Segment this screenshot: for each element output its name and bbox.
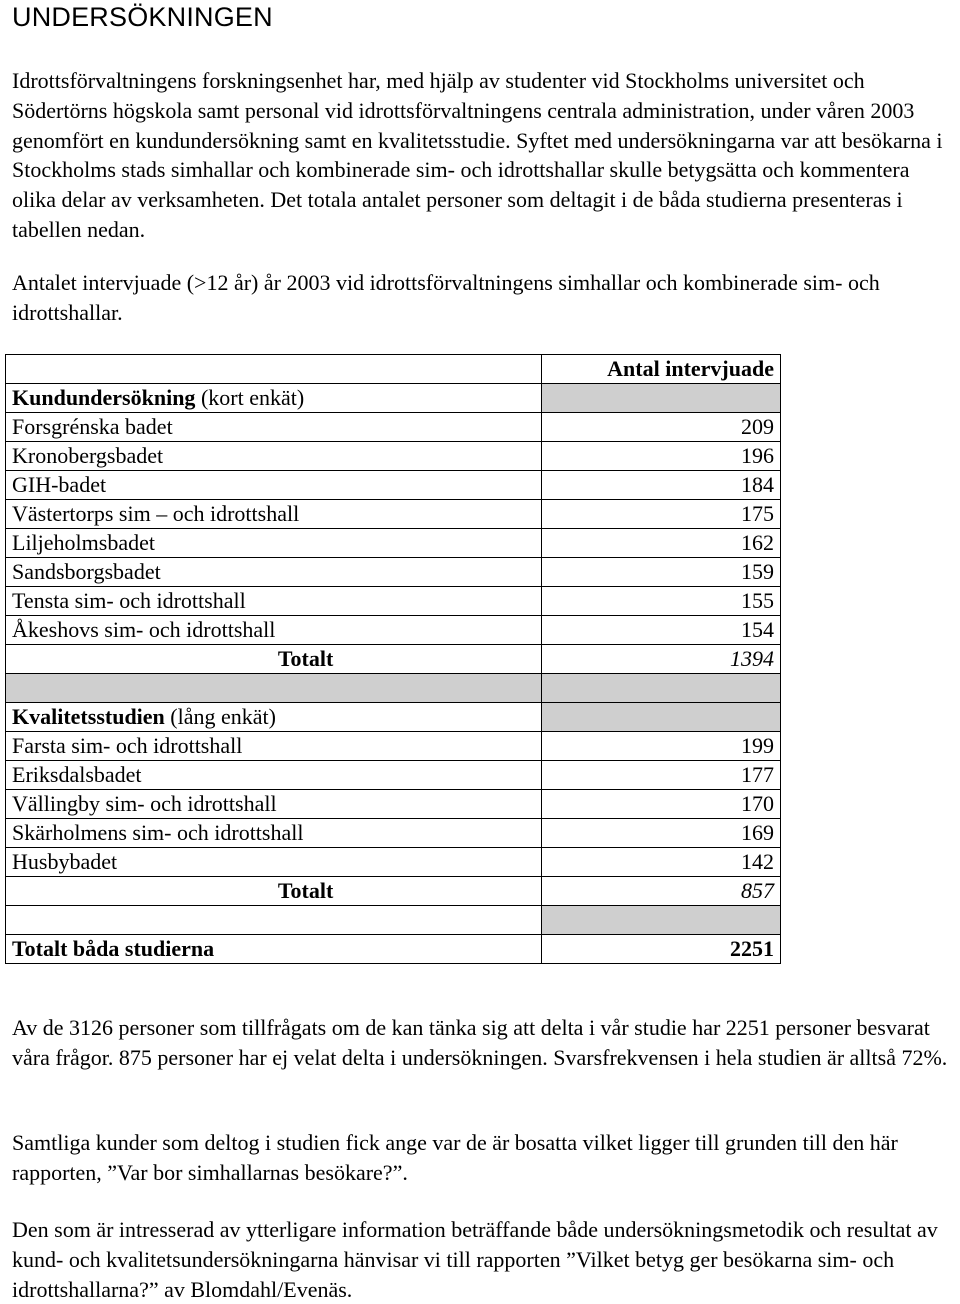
grand-total-label: Totalt båda studierna xyxy=(6,935,542,964)
table-row xyxy=(6,819,781,848)
spacer-row xyxy=(6,674,781,703)
section-title-row xyxy=(6,703,781,732)
table-row xyxy=(6,442,781,471)
table-caption: Antalet intervjuade (>12 år) år 2003 vid idrottsförvaltningens simhallar och kombinerade sim- och idrottshallar. xyxy=(12,270,880,325)
table-row xyxy=(6,732,781,761)
facility-count: 199 xyxy=(542,732,781,761)
subtotal-value: 1394 xyxy=(542,645,781,674)
further-info-paragraph: Den som är intresserad av ytterligare information beträffande både undersökningsmetodik och resultat av kund- och kvalitetsundersökningarna hänvisar vi till rapporten ”Vilket betyg ger besökarna sim- och idrottshallarna?” av Blomdahl/Evenäs. xyxy=(12,1217,938,1302)
table-row xyxy=(6,790,781,819)
subtotal-value: 857 xyxy=(542,877,781,906)
facility-count: 184 xyxy=(542,471,781,500)
table-row xyxy=(6,529,781,558)
table-row xyxy=(6,848,781,877)
residence-paragraph: Samtliga kunder som deltog i studien fick ange var de är bosatta vilket ligger till grunden till den här rapporten, ”Var bor simhallarnas besökare?”. xyxy=(12,1130,898,1185)
facility-count: 169 xyxy=(542,819,781,848)
facility-name: Forsgrénska badet xyxy=(6,413,542,442)
facility-count: 209 xyxy=(542,413,781,442)
section-title-row xyxy=(6,384,781,413)
empty-cell xyxy=(6,906,542,935)
spacer-row xyxy=(6,906,781,935)
interview-count-table xyxy=(5,354,781,964)
section-title-bold: Kvalitetsstudien xyxy=(12,704,165,729)
shaded-cell xyxy=(6,674,542,703)
subtotal-row xyxy=(6,645,781,674)
table-row xyxy=(6,587,781,616)
grand-total-row xyxy=(6,935,781,964)
shaded-cell xyxy=(542,703,781,732)
facility-count: 170 xyxy=(542,790,781,819)
header-empty-cell xyxy=(6,355,542,384)
table-header-row xyxy=(6,355,781,384)
subtotal-label: Totalt xyxy=(6,877,542,906)
facility-name: Skärholmens sim- och idrottshall xyxy=(6,819,542,848)
facility-count: 142 xyxy=(542,848,781,877)
facility-name: Vällingby sim- och idrottshall xyxy=(6,790,542,819)
facility-count: 162 xyxy=(542,529,781,558)
table-row xyxy=(6,500,781,529)
facility-name: GIH-badet xyxy=(6,471,542,500)
facility-name: Västertorps sim – och idrottshall xyxy=(6,500,542,529)
facility-count: 159 xyxy=(542,558,781,587)
shaded-cell xyxy=(542,384,781,413)
facility-name: Farsta sim- och idrottshall xyxy=(6,732,542,761)
section-title-kvalitetsstudien xyxy=(6,703,542,732)
facility-name: Kronobergsbadet xyxy=(6,442,542,471)
table-row xyxy=(6,616,781,645)
facility-name: Åkeshovs sim- och idrottshall xyxy=(6,616,542,645)
table-row xyxy=(6,413,781,442)
table-row xyxy=(6,558,781,587)
facility-name: Liljeholmsbadet xyxy=(6,529,542,558)
section-title-bold: Kundundersökning xyxy=(12,385,196,410)
facility-count: 196 xyxy=(542,442,781,471)
grand-total-value: 2251 xyxy=(542,935,781,964)
facility-name: Husbybadet xyxy=(6,848,542,877)
facility-name: Tensta sim- och idrottshall xyxy=(6,587,542,616)
subtotal-row xyxy=(6,877,781,906)
response-rate-paragraph: Av de 3126 personer som tillfrågats om de kan tänka sig att delta i vår studie har 2251 personer besvarat våra frågor. 875 personer har ej velat delta i undersökningen. Svarsfrekvensen i hela studien är alltså 72%. xyxy=(12,1015,948,1070)
intro-paragraph: Idrottsförvaltningens forskningsenhet har, med hjälp av studenter vid Stockholms universitet och Södertörns högskola samt personal vid idrottsförvaltningens centrala administration, under våren 2003 genomfört en kundundersökning samt en kvalitetsstudie. Syftet med undersökningarna var att besökarna i Stockholms stads simhallar och kombinerade sim- och idrottshallar skulle betygsätta och kommentera olika delar av verksamheten. Det totala antalet personer som deltagit i de båda studierna presenteras i tabellen nedan. xyxy=(12,68,943,242)
column-header-antal: Antal intervjuade xyxy=(542,355,781,384)
facility-count: 175 xyxy=(542,500,781,529)
facility-count: 155 xyxy=(542,587,781,616)
facility-name: Eriksdalsbadet xyxy=(6,761,542,790)
shaded-cell xyxy=(542,906,781,935)
facility-count: 154 xyxy=(542,616,781,645)
facility-name: Sandsborgsbadet xyxy=(6,558,542,587)
facility-count: 177 xyxy=(542,761,781,790)
table-row xyxy=(6,761,781,790)
section-title-note: (kort enkät) xyxy=(195,385,305,410)
shaded-cell xyxy=(542,674,781,703)
subtotal-label: Totalt xyxy=(6,645,542,674)
section-title-kundundersokning xyxy=(6,384,542,413)
table-row xyxy=(6,471,781,500)
page-title: UNDERSÖKNINGEN xyxy=(12,2,273,32)
section-title-note: (lång enkät) xyxy=(164,704,276,729)
